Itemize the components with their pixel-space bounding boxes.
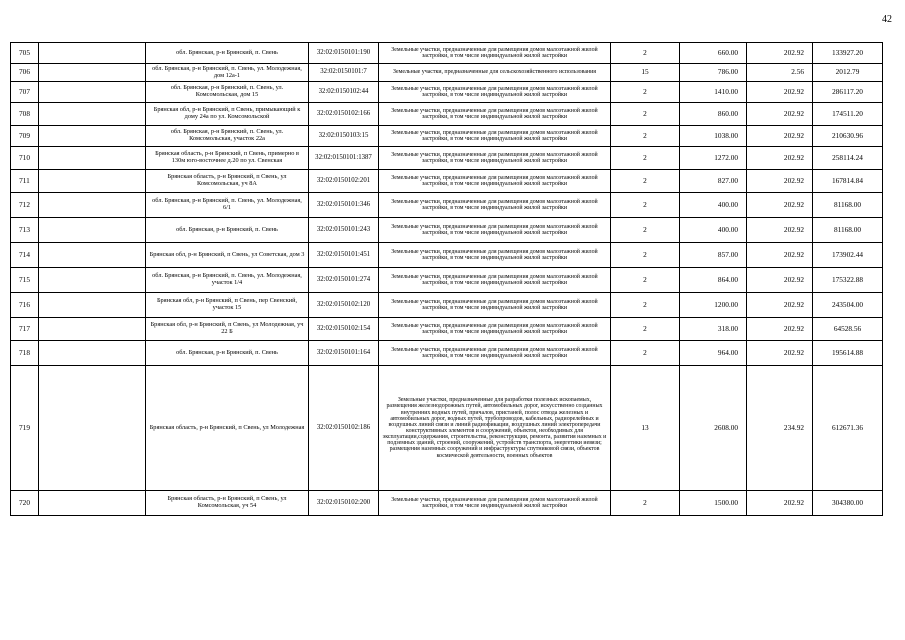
area-cell: 1500.00 xyxy=(680,491,747,516)
table-row xyxy=(11,318,883,341)
group-code-cell: 2 xyxy=(611,243,680,268)
group-code-cell: 2 xyxy=(611,341,680,366)
empty-cell xyxy=(39,243,146,268)
address-cell: обл. Брянская, р-н Брянский, п. Свень xyxy=(146,218,309,243)
cadastral-number-cell: 32:02:0150102:200 xyxy=(309,491,379,516)
row-number-cell: 720 xyxy=(11,491,39,516)
area-cell: 1410.00 xyxy=(680,82,747,103)
address-cell: Брянская область, р-н Брянский, п Свень, примерно в 130м юго-восточнее д.20 по ул. Свенская xyxy=(146,147,309,170)
empty-cell xyxy=(39,147,146,170)
empty-cell xyxy=(39,318,146,341)
permitted-use-cell: Земельные участки, предназначенные для размещения домов малоэтажной жилой застройки, в том числе индивидуальной жилой застройки xyxy=(379,218,611,243)
rate-cell: 202.92 xyxy=(747,243,813,268)
cadastral-number-cell: 32:02:0150101:274 xyxy=(309,268,379,293)
rate-cell: 2.56 xyxy=(747,64,813,82)
cadastral-number-cell: 32:02:0150102:120 xyxy=(309,293,379,318)
cadastral-value-cell: 167814.84 xyxy=(813,170,883,193)
table-row xyxy=(11,170,883,193)
area-cell: 400.00 xyxy=(680,218,747,243)
cadastral-number-cell: 32:02:0150101:190 xyxy=(309,43,379,64)
permitted-use-cell: Земельные участки, предназначенные для размещения домов малоэтажной жилой застройки, в том числе индивидуальной жилой застройки xyxy=(379,43,611,64)
address-cell: обл. Брянская, р-н Брянский, п. Свень, ул. Комсомольская, дом 15 xyxy=(146,82,309,103)
rate-cell: 202.92 xyxy=(747,82,813,103)
rate-cell: 202.92 xyxy=(747,43,813,64)
cadastral-value-cell: 195614.88 xyxy=(813,341,883,366)
row-number-cell: 714 xyxy=(11,243,39,268)
cadastral-value-cell: 175322.88 xyxy=(813,268,883,293)
group-code-cell: 2 xyxy=(611,103,680,126)
group-code-cell: 2 xyxy=(611,218,680,243)
row-number-cell: 710 xyxy=(11,147,39,170)
cadastral-value-cell: 133927.20 xyxy=(813,43,883,64)
table-row xyxy=(11,243,883,268)
table-body xyxy=(11,43,883,516)
permitted-use-cell: Земельные участки, предназначенные для размещения домов малоэтажной жилой застройки, в том числе индивидуальной жилой застройки xyxy=(379,268,611,293)
table-row xyxy=(11,293,883,318)
cadastral-number-cell: 32:02:0150102:154 xyxy=(309,318,379,341)
table-row xyxy=(11,366,883,491)
empty-cell xyxy=(39,218,146,243)
rate-cell: 202.92 xyxy=(747,218,813,243)
group-code-cell: 15 xyxy=(611,64,680,82)
page-number: 42 xyxy=(882,14,892,25)
area-cell: 1272.00 xyxy=(680,147,747,170)
empty-cell xyxy=(39,491,146,516)
rate-cell: 202.92 xyxy=(747,103,813,126)
cadastral-value-cell: 304380.00 xyxy=(813,491,883,516)
row-number-cell: 712 xyxy=(11,193,39,218)
cadastral-value-cell: 258114.24 xyxy=(813,147,883,170)
address-cell: обл. Брянская, р-н Брянский, п. Свень, ул. Молодежная, 6/1 xyxy=(146,193,309,218)
cadastral-number-cell: 32:02:0150103:15 xyxy=(309,126,379,147)
rate-cell: 202.92 xyxy=(747,293,813,318)
rate-cell: 202.92 xyxy=(747,170,813,193)
empty-cell xyxy=(39,43,146,64)
cadastral-value-cell: 81168.00 xyxy=(813,218,883,243)
cadastral-number-cell: 32:02:0150102:166 xyxy=(309,103,379,126)
empty-cell xyxy=(39,268,146,293)
permitted-use-cell: Земельные участки, предназначенные для размещения домов малоэтажной жилой застройки, в том числе индивидуальной жилой застройки xyxy=(379,193,611,218)
group-code-cell: 2 xyxy=(611,491,680,516)
cadastral-value-cell: 286117.20 xyxy=(813,82,883,103)
cadastral-number-cell: 32:02:0150101:451 xyxy=(309,243,379,268)
area-cell: 860.00 xyxy=(680,103,747,126)
area-cell: 827.00 xyxy=(680,170,747,193)
group-code-cell: 2 xyxy=(611,170,680,193)
row-number-cell: 719 xyxy=(11,366,39,491)
empty-cell xyxy=(39,293,146,318)
cadastral-value-cell: 2012.79 xyxy=(813,64,883,82)
area-cell: 660.00 xyxy=(680,43,747,64)
cadastral-number-cell: 32:02:0150101:346 xyxy=(309,193,379,218)
table-row xyxy=(11,126,883,147)
address-cell: обл. Брянская, р-н Брянский, п. Свень, ул. Молодежная, дом 12а-1 xyxy=(146,64,309,82)
address-cell: обл. Брянская, р-н Брянский, п. Свень xyxy=(146,341,309,366)
area-cell: 864.00 xyxy=(680,268,747,293)
permitted-use-cell: Земельные участки, предназначенные для размещения домов малоэтажной жилой застройки, в том числе индивидуальной жилой застройки xyxy=(379,341,611,366)
cadastral-value-cell: 612671.36 xyxy=(813,366,883,491)
permitted-use-cell: Земельные участки, предназначенные для размещения домов малоэтажной жилой застройки, в том числе индивидуальной жилой застройки xyxy=(379,126,611,147)
group-code-cell: 2 xyxy=(611,82,680,103)
table-row xyxy=(11,147,883,170)
row-number-cell: 718 xyxy=(11,341,39,366)
cadastral-number-cell: 32:02:0150101:243 xyxy=(309,218,379,243)
address-cell: Брянская область, р-н Брянский, п Свень, ул Молодежная xyxy=(146,366,309,491)
cadastral-number-cell: 32:02:0150101:7 xyxy=(309,64,379,82)
table-row xyxy=(11,193,883,218)
row-number-cell: 709 xyxy=(11,126,39,147)
table-row xyxy=(11,491,883,516)
area-cell: 400.00 xyxy=(680,193,747,218)
empty-cell xyxy=(39,170,146,193)
empty-cell xyxy=(39,103,146,126)
area-cell: 2608.00 xyxy=(680,366,747,491)
table-row xyxy=(11,268,883,293)
permitted-use-cell: Земельные участки, предназначенные для размещения домов малоэтажной жилой застройки, в том числе индивидуальной жилой застройки xyxy=(379,170,611,193)
address-cell: обл. Брянская, р-н Брянский, п. Свень, ул. Комсомольская, участок 22а xyxy=(146,126,309,147)
group-code-cell: 2 xyxy=(611,293,680,318)
group-code-cell: 2 xyxy=(611,43,680,64)
row-number-cell: 711 xyxy=(11,170,39,193)
cadastral-number-cell: 32:02:0150102:44 xyxy=(309,82,379,103)
land-register-table xyxy=(10,42,883,516)
cadastral-value-cell: 173902.44 xyxy=(813,243,883,268)
area-cell: 857.00 xyxy=(680,243,747,268)
rate-cell: 202.92 xyxy=(747,268,813,293)
address-cell: обл. Брянская, р-н Брянский, п. Свень xyxy=(146,43,309,64)
table-row xyxy=(11,341,883,366)
cadastral-value-cell: 81168.00 xyxy=(813,193,883,218)
group-code-cell: 2 xyxy=(611,268,680,293)
table-row xyxy=(11,218,883,243)
permitted-use-cell: Земельные участки, предназначенные для размещения домов малоэтажной жилой застройки, в том числе индивидуальной жилой застройки xyxy=(379,82,611,103)
address-cell: Брянская обл, р-н Брянский, п Свень, ул Молодежная, уч 22 Б xyxy=(146,318,309,341)
rate-cell: 202.92 xyxy=(747,193,813,218)
row-number-cell: 708 xyxy=(11,103,39,126)
group-code-cell: 2 xyxy=(611,126,680,147)
rate-cell: 202.92 xyxy=(747,491,813,516)
permitted-use-cell: Земельные участки, предназначенные для сельскохозяйственного использования xyxy=(379,64,611,82)
address-cell: Брянская обл, р-н Брянский, п Свень, ул Советская, дом 3 xyxy=(146,243,309,268)
rate-cell: 202.92 xyxy=(747,147,813,170)
permitted-use-cell: Земельные участки, предназначенные для размещения домов малоэтажной жилой застройки, в том числе индивидуальной жилой застройки xyxy=(379,243,611,268)
cadastral-number-cell: 32:02:0150102:186 xyxy=(309,366,379,491)
table-row xyxy=(11,43,883,64)
row-number-cell: 707 xyxy=(11,82,39,103)
table-row xyxy=(11,103,883,126)
cadastral-value-cell: 64528.56 xyxy=(813,318,883,341)
cadastral-number-cell: 32:02:0150102:201 xyxy=(309,170,379,193)
permitted-use-cell: Земельные участки, предназначенные для размещения домов малоэтажной жилой застройки, в том числе индивидуальной жилой застройки xyxy=(379,318,611,341)
permitted-use-cell: Земельные участки, предназначенные для разработки полезных ископаемых, размещения железнодорожных путей, автомобильных дорог, искусственно созданных внутренних водных путей, причалов, пристаней, полос отвода железных и автомобильных дорог, водных путей, трубопроводов, кабельных, радиорелейных и воздушных линий связи и линий радиофикации, воздушных линий электропередачи конструктивных элементов и сооружений, объектов, необходимых для эксплуатации,содержания, строительства, реконструкции, ремонта, развития наземных и подземных зданий, строений, сооружений, устройств транспорта, энергетики иевязи; размещения наземных сооружений и инфраструктуры спутниковой связи, объектов космической деятельности, военных объектов xyxy=(379,366,611,491)
area-cell: 318.00 xyxy=(680,318,747,341)
area-cell: 964.00 xyxy=(680,341,747,366)
row-number-cell: 705 xyxy=(11,43,39,64)
rate-cell: 202.92 xyxy=(747,126,813,147)
row-number-cell: 716 xyxy=(11,293,39,318)
table-row xyxy=(11,64,883,82)
cadastral-number-cell: 32:02:0150101:1387 xyxy=(309,147,379,170)
row-number-cell: 715 xyxy=(11,268,39,293)
address-cell: Брянская область, р-н Брянский, п Свень, ул Комсомольская, уч 54 xyxy=(146,491,309,516)
area-cell: 1200.00 xyxy=(680,293,747,318)
group-code-cell: 2 xyxy=(611,318,680,341)
row-number-cell: 706 xyxy=(11,64,39,82)
address-cell: Брянская обл, р-н Брянский, п Свень, примыкающий к дому 24а по ул. Комсомольской xyxy=(146,103,309,126)
empty-cell xyxy=(39,366,146,491)
group-code-cell: 2 xyxy=(611,193,680,218)
empty-cell xyxy=(39,193,146,218)
permitted-use-cell: Земельные участки, предназначенные для размещения домов малоэтажной жилой застройки, в том числе индивидуальной жилой застройки xyxy=(379,491,611,516)
rate-cell: 202.92 xyxy=(747,318,813,341)
area-cell: 786.00 xyxy=(680,64,747,82)
row-number-cell: 717 xyxy=(11,318,39,341)
table-row xyxy=(11,82,883,103)
empty-cell xyxy=(39,82,146,103)
address-cell: Брянская обл, р-н Брянский, п Свень, пер Свенский, участок 15 xyxy=(146,293,309,318)
cadastral-value-cell: 210630.96 xyxy=(813,126,883,147)
permitted-use-cell: Земельные участки, предназначенные для размещения домов малоэтажной жилой застройки, в том числе индивидуальной жилой застройки xyxy=(379,103,611,126)
permitted-use-cell: Земельные участки, предназначенные для размещения домов малоэтажной жилой застройки, в том числе индивидуальной жилой застройки xyxy=(379,293,611,318)
group-code-cell: 2 xyxy=(611,147,680,170)
cadastral-value-cell: 174511.20 xyxy=(813,103,883,126)
address-cell: обл. Брянская, р-н Брянский, п. Свень, ул. Молодежная, участок 1/4 xyxy=(146,268,309,293)
row-number-cell: 713 xyxy=(11,218,39,243)
empty-cell xyxy=(39,341,146,366)
rate-cell: 234.92 xyxy=(747,366,813,491)
cadastral-value-cell: 243504.00 xyxy=(813,293,883,318)
empty-cell xyxy=(39,64,146,82)
rate-cell: 202.92 xyxy=(747,341,813,366)
area-cell: 1038.00 xyxy=(680,126,747,147)
cadastral-number-cell: 32:02:0150101:164 xyxy=(309,341,379,366)
group-code-cell: 13 xyxy=(611,366,680,491)
permitted-use-cell: Земельные участки, предназначенные для размещения домов малоэтажной жилой застройки, в том числе индивидуальной жилой застройки xyxy=(379,147,611,170)
address-cell: Брянская область, р-н Брянский, п Свень, ул Комсомольская, уч 8А xyxy=(146,170,309,193)
empty-cell xyxy=(39,126,146,147)
